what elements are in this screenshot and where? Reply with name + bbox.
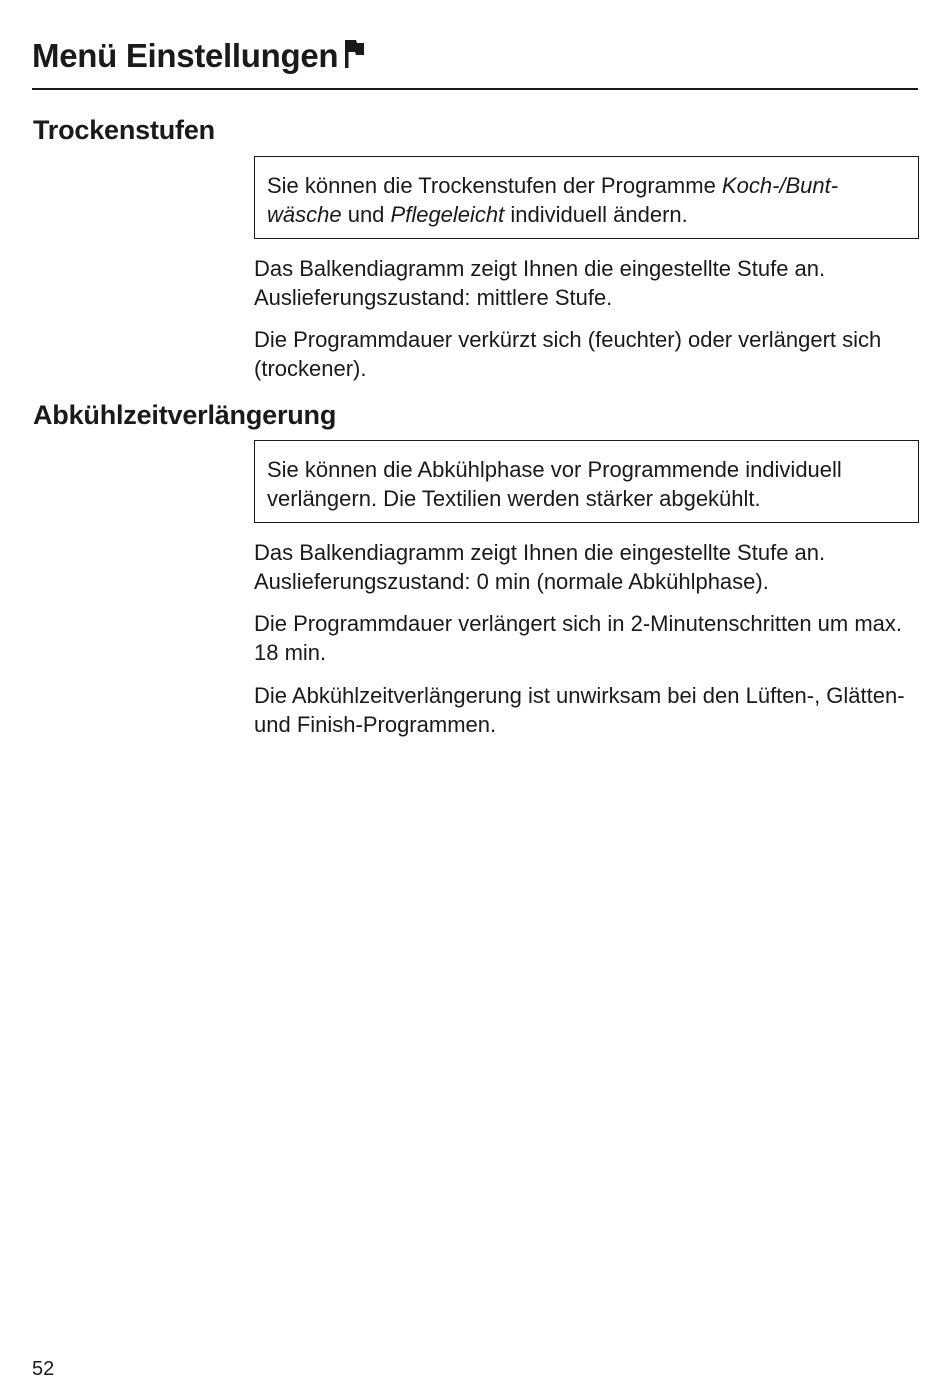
paragraph-line: Das Balkendiagramm zeigt Ihnen die eingestellte Stufe an. [254,256,826,281]
paragraph-bar-chart-info [254,255,918,312]
paragraph-line: Die Abkühlzeitverlängerung ist unwirksam bei den Lüften-, Glätten- und Finish-Programmen. [254,683,905,737]
page-title [32,36,366,78]
paragraph-line: Auslieferungszustand: mittlere Stufe. [254,284,613,310]
paragraph-bar-chart-info [254,539,918,596]
flag-icon [344,38,366,78]
note-box-abkuehlzeitverlaengerung [254,440,919,523]
note-text: und [341,202,391,227]
paragraph-program-duration [254,326,918,383]
page-title-text: Menü Einstellungen [32,37,339,74]
note-text: Sie können die Trockenstufen der Programme [267,173,722,198]
page-header [32,34,918,90]
page-number: 52 [32,1358,55,1380]
note-box-trockenstufen [254,156,919,239]
paragraph-line: Die Programmdauer verlängert sich in 2-Minutenschritten um max. 18 min. [254,611,903,665]
paragraph-exceptions [254,682,918,739]
note-program-name: Koch-/Bunt-wäsche [267,173,839,227]
paragraph-line: Die Programmdauer verkürzt sich (feuchter) oder verlängert sich (trockener). [254,327,882,381]
note-text: individuell ändern. [504,202,688,227]
paragraph-program-duration [254,610,918,667]
paragraph-line: Das Balkendiagramm zeigt Ihnen die eingestellte Stufe an. [254,540,826,565]
paragraph-line: Auslieferungszustand: 0 min (normale Abkühlphase). [254,568,769,594]
note-program-name: Pflegeleicht [390,202,505,227]
section-heading-abkuehlzeitverlaengerung: Abkühlzeitverlängerung [33,400,337,430]
note-text: Sie können die Abkühlphase vor Programmende individuell verlängern. Die Textilien werden stärker abgekühlt. [267,457,842,511]
section-heading-trockenstufen: Trockenstufen [33,115,215,145]
